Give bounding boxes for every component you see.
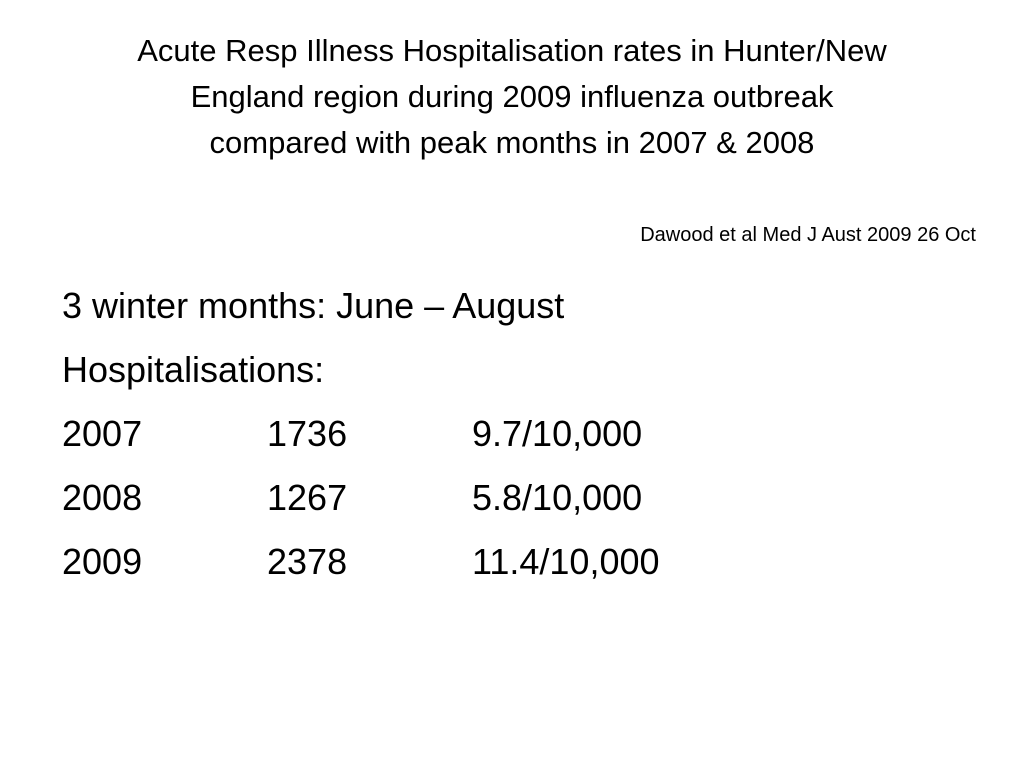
data-row — [62, 413, 643, 454]
citation: Dawood et al Med J Aust 2009 26 Oct — [640, 224, 976, 246]
row-count: 1267 — [267, 477, 348, 518]
section-label: Hospitalisations: — [62, 349, 325, 390]
row-year: 2009 — [62, 541, 143, 582]
slide-title — [20, 28, 1004, 166]
row-rate: 5.8/10,000 — [472, 477, 643, 518]
row-year: 2008 — [62, 477, 143, 518]
title-line: compared with peak months in 2007 & 2008 — [209, 125, 815, 160]
row-count: 1736 — [267, 413, 348, 454]
title-line: England region during 2009 influenza outbreak — [190, 79, 834, 114]
title-line: Acute Resp Illness Hospitalisation rates in Hunter/New — [137, 33, 887, 68]
row-count: 2378 — [267, 541, 348, 582]
row-rate: 9.7/10,000 — [472, 413, 643, 454]
intro-line: 3 winter months: June – August — [62, 285, 565, 326]
data-row — [62, 541, 660, 582]
row-year: 2007 — [62, 413, 143, 454]
row-rate: 11.4/10,000 — [472, 541, 660, 582]
slide-body — [62, 285, 660, 605]
data-row — [62, 477, 643, 518]
